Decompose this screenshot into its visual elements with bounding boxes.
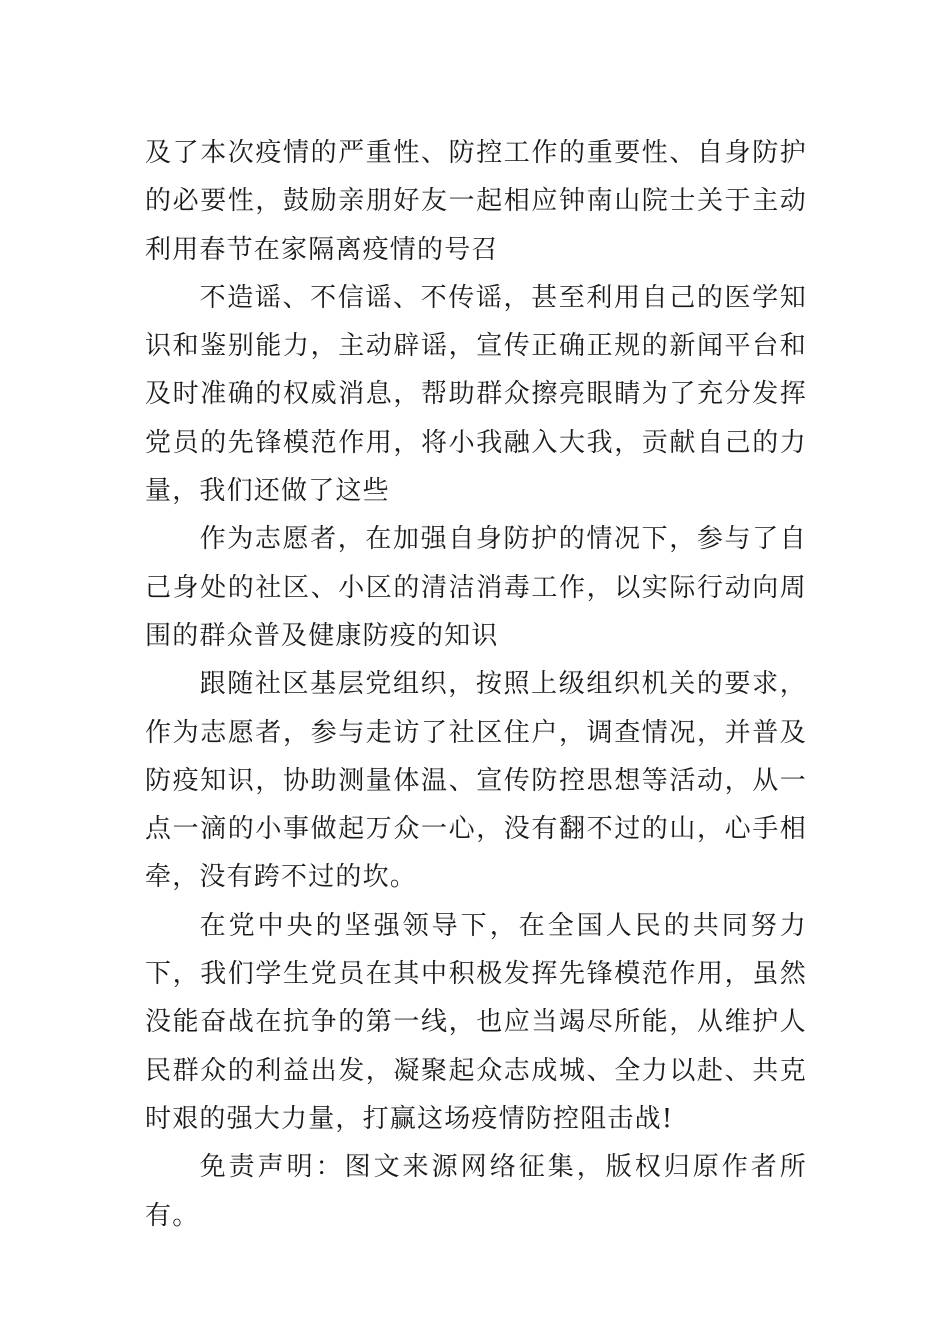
document-body — [145, 129, 807, 1240]
paragraph-continuation: 及了本次疫情的严重性、防控工作的重要性、自身防护的必要性，鼓励亲朋好友一起相应钟南山院士关于主动利用春节在家隔离疫情的号召 — [145, 138, 807, 265]
paragraph-community-visits: 跟随社区基层党组织，按照上级组织机关的要求，作为志愿者，参与走访了社区住户，调查情况，并普及防疫知识，协助测量体温、宣传防控思想等活动，从一点一滴的小事做起万众一心，没有翻不过的山，心手相牵，没有跨不过的坎。 — [145, 669, 807, 893]
paragraph-disclaimer: 免责声明：图文来源网络征集，版权归原作者所有。 — [145, 1152, 807, 1231]
paragraph-volunteer-disinfection: 作为志愿者，在加强自身防护的情况下，参与了自己身处的社区、小区的清洁消毒工作，以实际行动向周围的群众普及健康防疫的知识 — [145, 524, 807, 651]
paragraph-conclusion: 在党中央的坚强领导下，在全国人民的共同努力下，我们学生党员在其中积极发挥先锋模范作用，虽然没能奋战在抗争的第一线，也应当竭尽所能，从维护人民群众的利益出发，凝聚起众志成城、全力以赴、共克时艰的强大力量，打赢这场疫情防控阻击战! — [145, 910, 807, 1134]
paragraph-rumor-control: 不造谣、不信谣、不传谣，甚至利用自己的医学知识和鉴别能力，主动辟谣，宣传正确正规的新闻平台和及时准确的权威消息，帮助群众擦亮眼睛为了充分发挥党员的先锋模范作用，将小我融入大我，贡献自己的力量，我们还做了这些 — [145, 282, 807, 507]
